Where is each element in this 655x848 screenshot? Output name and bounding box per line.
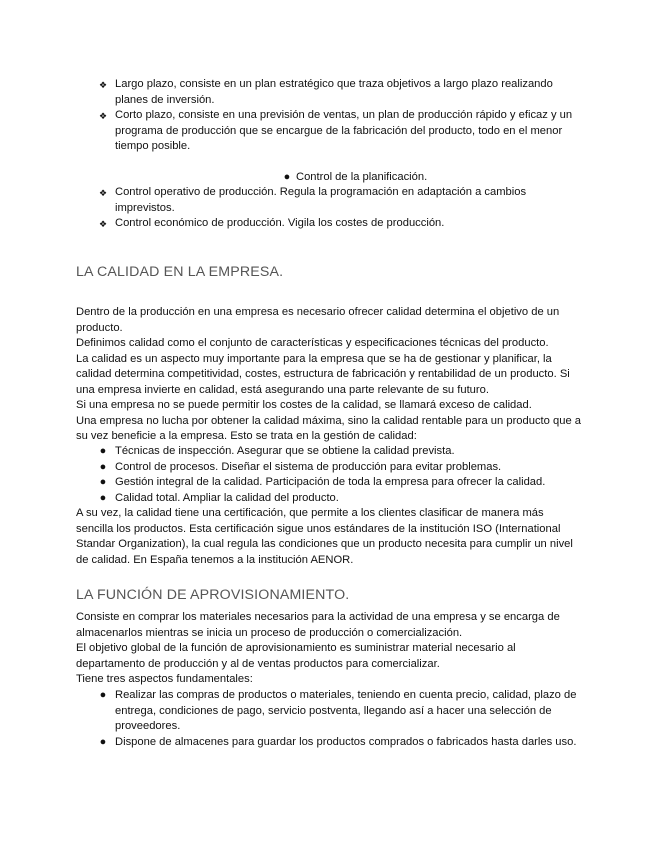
diamond-bullet-icon: ❖	[98, 80, 108, 90]
list-item	[0, 216, 655, 232]
dot-bullet-icon: ●	[99, 689, 107, 701]
dot-bullet-icon: ●	[99, 735, 107, 748]
calidad-body	[76, 305, 581, 445]
dot-bullet-icon: ●	[99, 491, 107, 504]
paragraph: El objetivo global de la función de aprovisionamiento es suministrar material necesario al departamento de producción y al de ventas productos para comercializar.	[76, 642, 516, 670]
list-item-text: Control operativo de producción. Regula la programación en adaptación a cambios imprevistos.	[115, 186, 527, 214]
diamond-bullet-icon: ❖	[98, 111, 108, 121]
dot-bullet-icon: ●	[99, 460, 107, 473]
list-item	[0, 735, 655, 751]
list-item-text: Control de procesos. Diseñar el sistema de producción para evitar problemas.	[115, 460, 502, 473]
aprovisionamiento-list	[0, 688, 655, 750]
paragraph: Tiene tres aspectos fundamentales:	[76, 673, 253, 685]
list-item	[0, 444, 655, 460]
section-heading-aprovisionamiento: LA FUNCIÓN DE APROVISIONAMIENTO.	[76, 587, 350, 603]
list-item-text: Gestión integral de la calidad. Participación de toda la empresa para ofrecer la calidad.	[115, 476, 546, 488]
section-heading-calidad: LA CALIDAD EN LA EMPRESA.	[76, 264, 284, 280]
aprovisionamiento-body	[76, 610, 581, 688]
calidad-list	[0, 444, 655, 506]
list-item-text: Control económico de producción. Vigila los costes de producción.	[115, 217, 445, 229]
control-planning-text: Control de la planificación.	[296, 171, 428, 183]
list-item	[0, 108, 655, 155]
planning-list	[0, 77, 655, 155]
list-item-text: Largo plazo, consiste en un plan estratégico que traza objetivos a largo plazo realizando planes de inversión.	[115, 78, 553, 106]
list-item	[0, 475, 655, 491]
paragraph: Dentro de la producción en una empresa es necesario ofrecer calidad determina el objetivo de un producto.	[76, 306, 560, 334]
paragraph: A su vez, la calidad tiene una certificación, que permite a los clientes clasificar de manera más sencilla los productos. Esta certificación sigue unos estándares de la institución ISO (International Standar Organization), la cual regula las condiciones que un producto necesita para cumplir un nivel de calidad. En España tenemos a la institución AENOR.	[76, 507, 573, 566]
list-item-text: Realizar las compras de productos o materiales, teniendo en cuenta precio, calidad, plazo de entrega, condiciones de pago, servicio postventa, llegando así a hacer una selección de proveedores.	[115, 689, 577, 732]
dot-bullet-icon: ●	[99, 445, 107, 457]
paragraph: Una empresa no lucha por obtener la calidad máxima, sino la calidad rentable para un producto que a su vez beneficie a la empresa. Esto se trata en la gestión de calidad:	[76, 414, 581, 442]
list-item	[0, 460, 655, 476]
list-item-text: Técnicas de inspección. Asegurar que se obtiene la calidad prevista.	[115, 445, 455, 457]
control-list	[0, 185, 655, 232]
list-item-text: Calidad total. Ampliar la calidad del producto.	[115, 491, 339, 504]
diamond-bullet-icon: ❖	[98, 219, 108, 229]
diamond-bullet-icon: ❖	[98, 188, 108, 198]
list-item	[0, 77, 655, 108]
list-item	[0, 491, 655, 507]
list-item-text: Corto plazo, consiste en una previsión de ventas, un plan de producción rápido y eficaz y un programa de producción que se encargue de la fabricación del producto, todo en el menor tiempo posible.	[115, 109, 573, 152]
paragraph: Definimos calidad como el conjunto de características y especificaciones técnicas del producto.	[76, 337, 549, 349]
list-item	[0, 688, 655, 735]
paragraph: Si una empresa no se puede permitir los costes de la calidad, se llamará exceso de calidad.	[76, 399, 532, 411]
paragraph: Consiste en comprar los materiales necesarios para la actividad de una empresa y se encarga de almacenarlos mientras se inicia un proceso de producción o comercialización.	[76, 611, 560, 639]
dot-bullet-icon: ●	[283, 171, 291, 183]
paragraph: La calidad es un aspecto muy importante para la empresa que se ha de gestionar y planificar, la calidad determina competitividad, costes, estructura de fabricación y rentabilidad de un producto. Si una empresa invierte en calidad, está asegurando una parte relevante de su futuro.	[76, 352, 570, 396]
list-item	[0, 185, 655, 216]
calidad-closing	[76, 506, 581, 568]
list-item-text: Dispone de almacenes para guardar los productos comprados o fabricados hasta darles uso.	[115, 735, 577, 748]
dot-bullet-icon: ●	[99, 476, 107, 488]
